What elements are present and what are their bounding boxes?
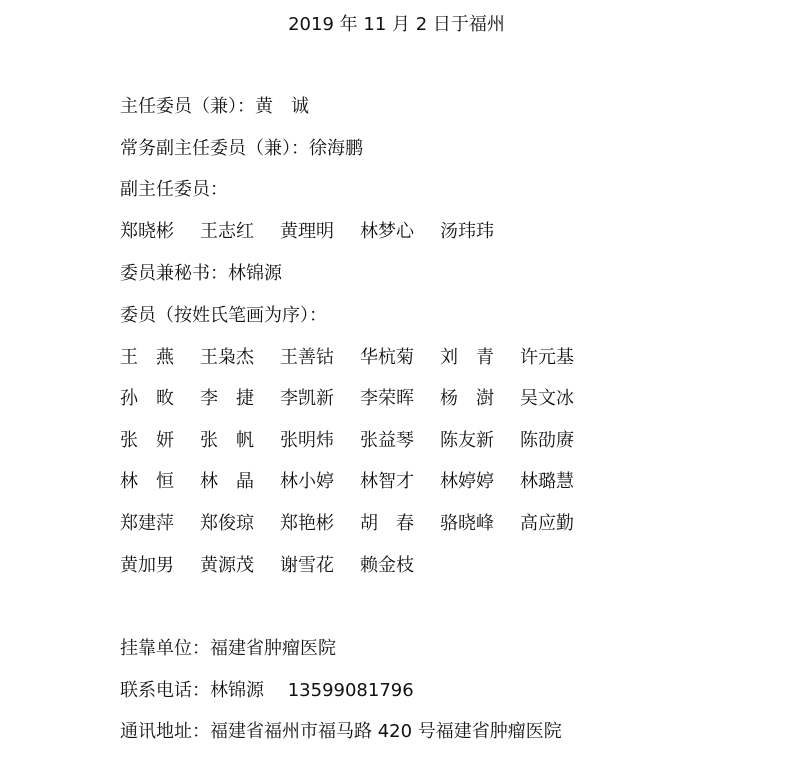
members-label: 委员（按姓氏笔画为序）：	[120, 305, 327, 326]
affiliation-line: 挂靠单位：福建省肿瘤医院	[120, 638, 336, 659]
member-name: 胡 春	[360, 513, 414, 534]
vice-chair-name: 林梦心	[360, 221, 414, 242]
member-name: 张明炜	[280, 430, 334, 451]
member-name: 林婷婷	[440, 471, 494, 492]
member-name: 陈劭赓	[520, 430, 574, 451]
member-name: 高应勤	[520, 513, 574, 534]
member-name: 华杭菊	[360, 347, 414, 368]
member-name: 张益琴	[360, 430, 414, 451]
address-line: 通讯地址：福建省福州市福马路 420 号福建省肿瘤医院	[120, 721, 562, 742]
member-name: 黄加男	[120, 555, 174, 576]
member-name: 李荣晖	[360, 388, 414, 409]
member-name: 李 捷	[200, 388, 254, 409]
member-name: 郑俊琼	[200, 513, 254, 534]
member-name: 陈友新	[440, 430, 494, 451]
member-name: 王枭杰	[200, 347, 254, 368]
executive-vice-chair-line: 常务副主任委员（兼）：徐海鹏	[120, 138, 363, 159]
vice-chairs-label: 副主任委员：	[120, 179, 228, 200]
member-name: 林 晶	[200, 471, 254, 492]
date-place: 2019 年 11 月 2 日于福州	[288, 14, 505, 35]
member-name: 王 燕	[120, 347, 174, 368]
member-name: 吴文冰	[520, 388, 574, 409]
member-name: 杨 澍	[440, 388, 494, 409]
vice-chair-name: 郑晓彬	[120, 221, 174, 242]
vice-chair-name: 汤玮玮	[440, 221, 494, 242]
member-name: 赖金枝	[360, 555, 414, 576]
vice-chair-name: 黄理明	[280, 221, 334, 242]
member-name: 刘 青	[440, 347, 494, 368]
vice-chair-name: 王志红	[200, 221, 254, 242]
chair-line: 主任委员（兼）：黄 诚	[120, 96, 309, 117]
member-name: 郑建萍	[120, 513, 174, 534]
member-name: 张 帆	[200, 430, 254, 451]
member-name: 张 妍	[120, 430, 174, 451]
member-name: 林智才	[360, 471, 414, 492]
member-name: 王善钴	[280, 347, 334, 368]
member-name: 林璐慧	[520, 471, 574, 492]
secretary-line: 委员兼秘书：林锦源	[120, 263, 282, 284]
member-name: 林小婷	[280, 471, 334, 492]
member-name: 林 恒	[120, 471, 174, 492]
member-name: 骆晓峰	[440, 513, 494, 534]
member-name: 许元基	[520, 347, 574, 368]
member-name: 李凯新	[280, 388, 334, 409]
member-name: 谢雪花	[280, 555, 334, 576]
member-name: 黄源茂	[200, 555, 254, 576]
member-name: 孙 畋	[120, 388, 174, 409]
member-name: 郑艳彬	[280, 513, 334, 534]
phone-line: 联系电话：林锦源 13599081796	[120, 680, 414, 701]
